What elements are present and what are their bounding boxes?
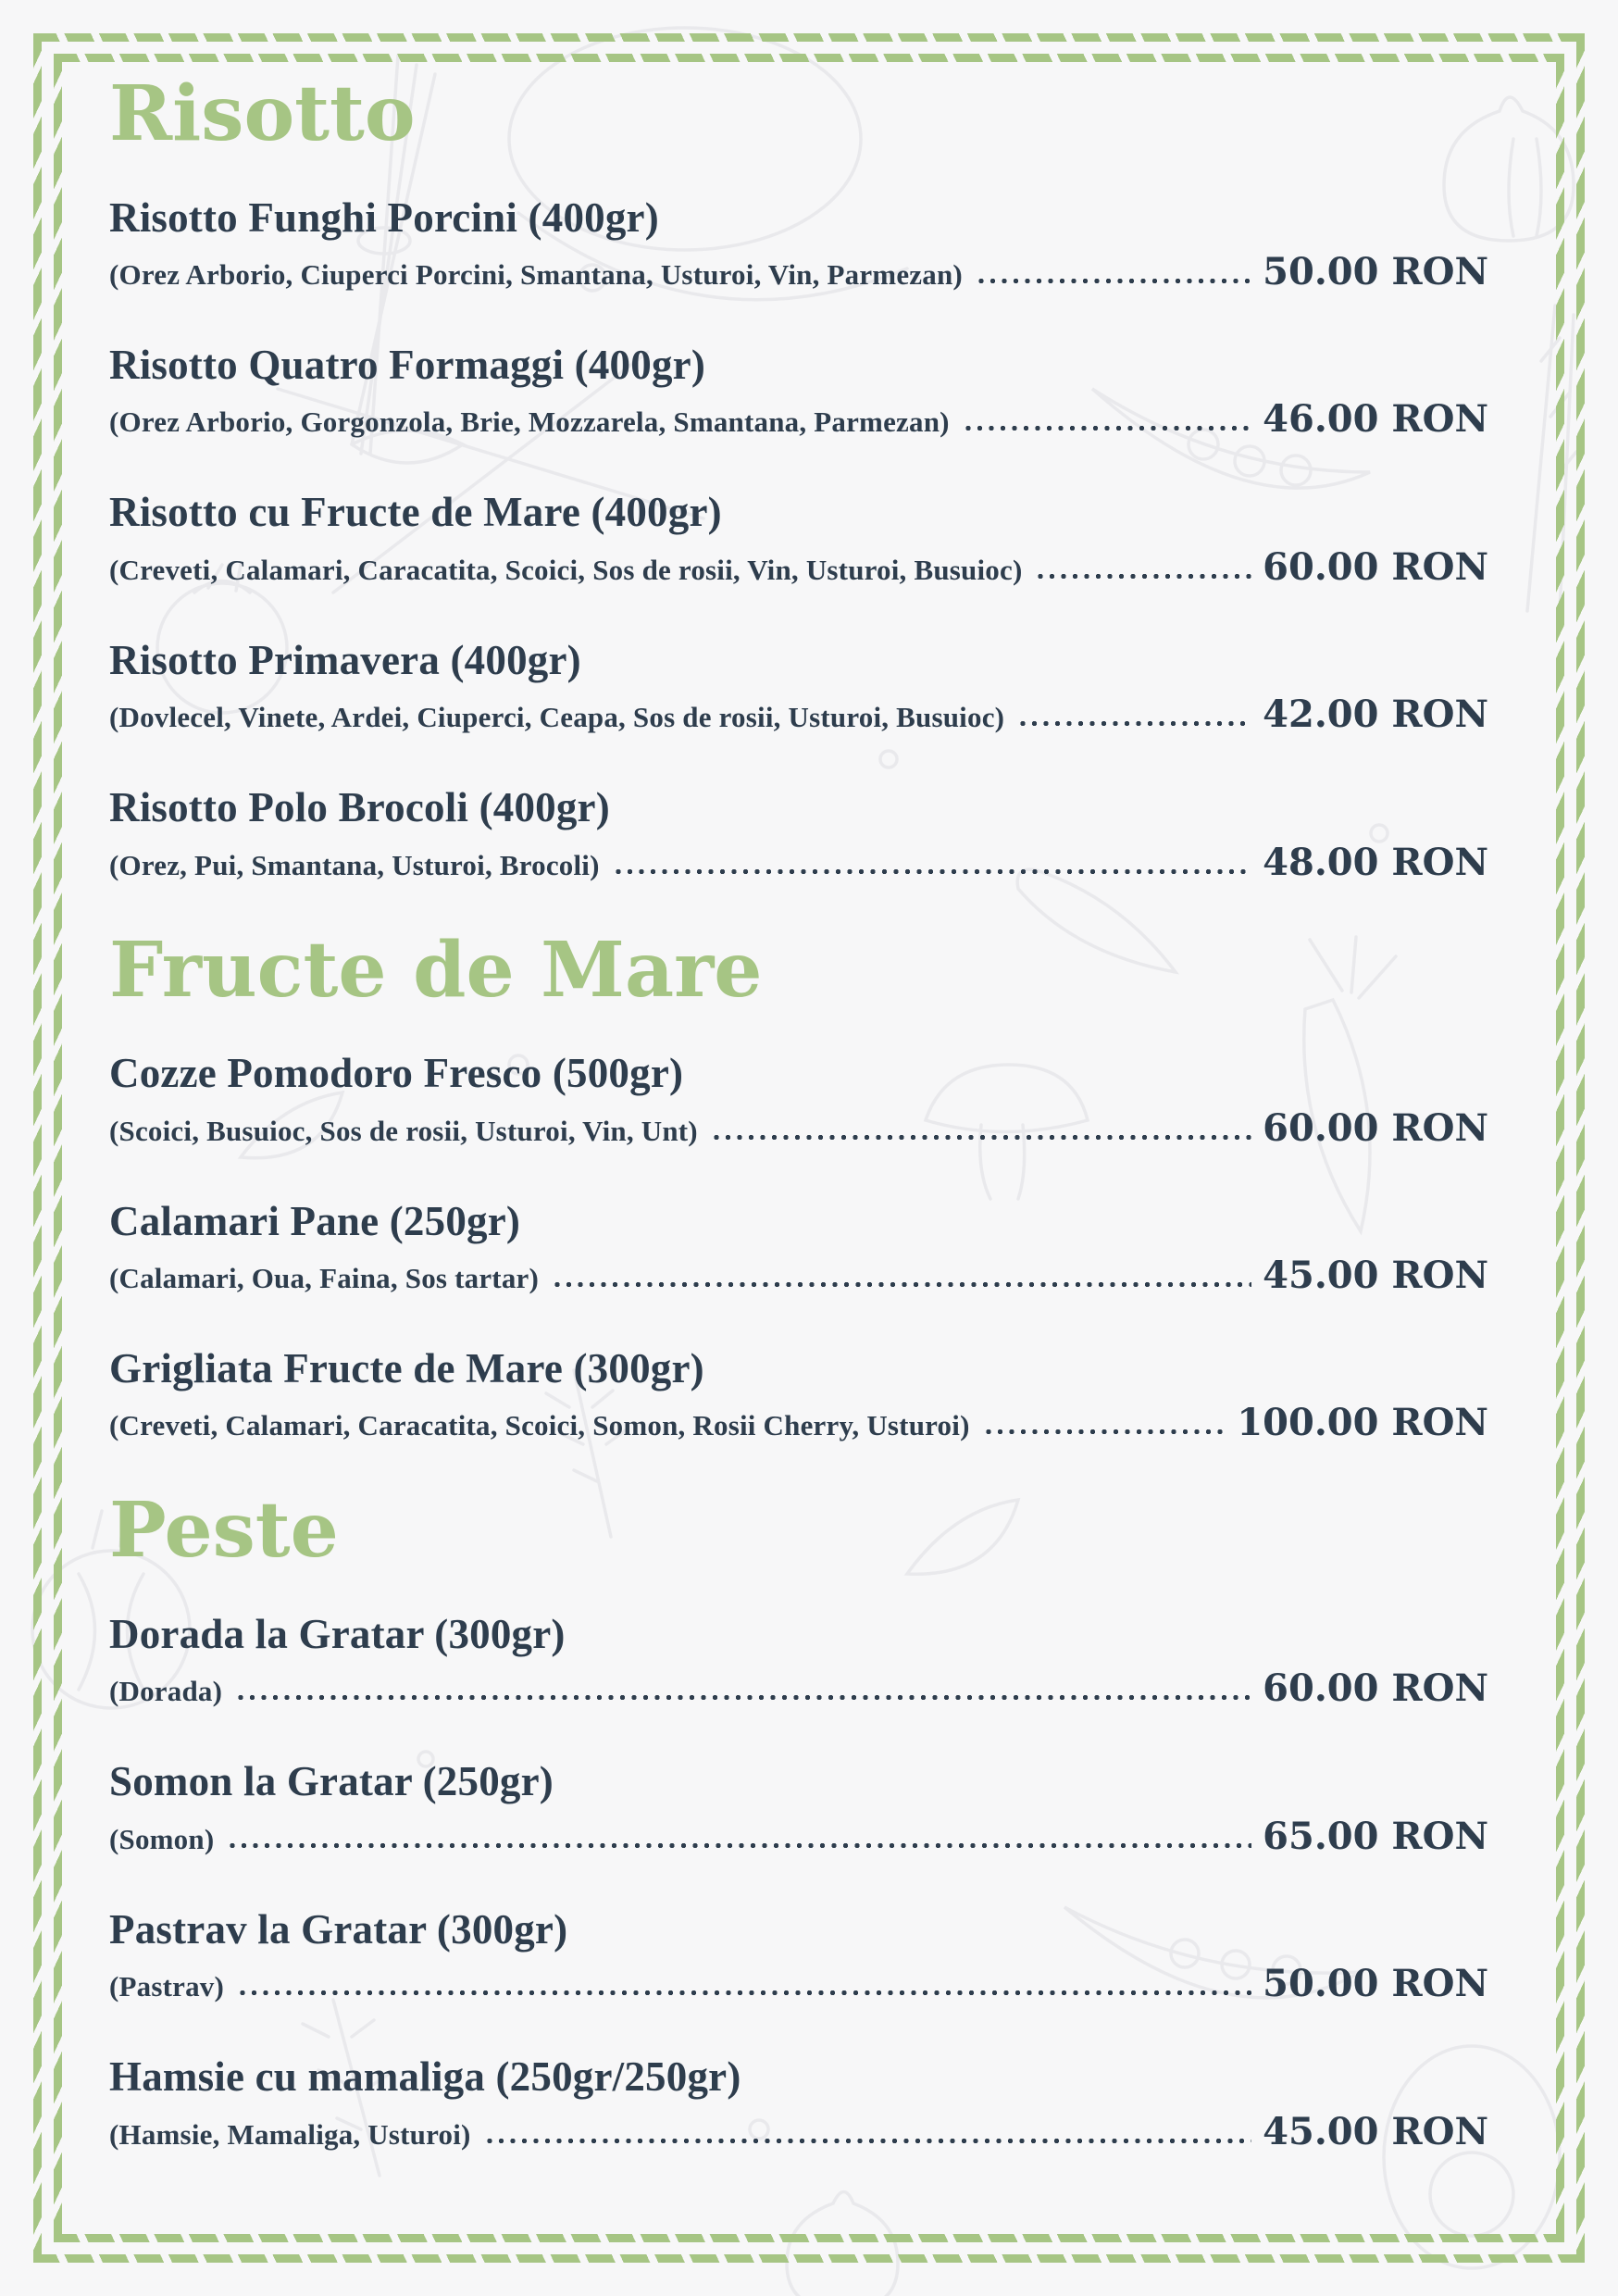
item-name: Hamsie cu mamaliga (250gr/250gr) [109, 2053, 741, 2101]
menu-item [109, 637, 1488, 736]
dotted-leader [1035, 573, 1251, 580]
item-name: Risotto Primavera (400gr) [109, 636, 581, 683]
item-price: 45.00 RON [1263, 2109, 1488, 2153]
section-title: Peste [109, 1486, 339, 1576]
item-price-line [109, 545, 1488, 589]
item-price: 60.00 RON [1263, 544, 1488, 589]
item-price: 65.00 RON [1263, 1814, 1488, 1858]
item-price-line [109, 1962, 1488, 2005]
section-risotto [109, 69, 1488, 884]
section-title: Risotto [109, 69, 416, 158]
menu-content [109, 69, 1488, 2202]
dotted-leader [963, 425, 1252, 431]
dotted-leader [227, 1842, 1251, 1849]
item-price: 42.00 RON [1263, 693, 1488, 737]
item-ingredients: (Dorada) [109, 1675, 223, 1708]
item-price-line [109, 1106, 1488, 1150]
dotted-leader [711, 1134, 1251, 1141]
dotted-leader [613, 868, 1252, 875]
item-ingredients: (Calamari, Oua, Faina, Sos tartar) [109, 1261, 540, 1294]
item-name: Risotto Quatro Formaggi (400gr) [109, 342, 706, 389]
item-price-line [109, 1666, 1488, 1710]
item-name: Risotto Polo Brocoli (400gr) [109, 784, 610, 831]
item-ingredients: (Creveti, Calamari, Caracatita, Scoici, Sos de rosii, Vin, Usturoi, Busuioc) [109, 553, 1023, 586]
item-ingredients: (Orez, Pui, Smantana, Usturoi, Brocoli) [109, 848, 600, 881]
menu-item [109, 194, 1488, 293]
menu-item [109, 1758, 1488, 1857]
item-ingredients: (Orez Arborio, Ciuperci Porcini, Smantana, Usturoi, Vin, Parmezan) [109, 258, 963, 292]
item-ingredients: (Pastrav) [109, 1970, 225, 2003]
item-name: Somon la Gratar (250gr) [109, 1758, 554, 1805]
menu-item [109, 1198, 1488, 1297]
item-name: Risotto Funghi Porcini (400gr) [109, 193, 659, 241]
menu-item [109, 784, 1488, 883]
menu-item [109, 2053, 1488, 2152]
section-title: Fructe de Mare [109, 925, 763, 1015]
item-price: 50.00 RON [1263, 250, 1488, 294]
item-price-line [109, 1401, 1488, 1444]
menu-item [109, 489, 1488, 588]
menu-item [109, 1345, 1488, 1444]
item-price: 50.00 RON [1263, 1962, 1488, 2006]
menu-item [109, 1050, 1488, 1149]
item-price-line [109, 2110, 1488, 2153]
section-peste [109, 1486, 1488, 2153]
item-name: Cozze Pomodoro Fresco (500gr) [109, 1050, 684, 1097]
item-price-line [109, 1254, 1488, 1297]
dotted-leader [552, 1281, 1251, 1288]
dotted-leader [484, 2138, 1252, 2144]
item-name: Grigliata Fructe de Mare (300gr) [109, 1344, 704, 1391]
item-price: 60.00 RON [1263, 1666, 1488, 1711]
menu-item [109, 1611, 1488, 1710]
item-ingredients: (Creveti, Calamari, Caracatita, Scoici, Somon, Rosii Cherry, Usturoi) [109, 1409, 970, 1442]
section-fructe-de-mare [109, 925, 1488, 1445]
item-price: 60.00 RON [1263, 1105, 1488, 1150]
item-price-line [109, 693, 1488, 736]
item-name: Risotto cu Fructe de Mare (400gr) [109, 489, 722, 536]
item-price: 46.00 RON [1263, 397, 1488, 442]
item-price: 100.00 RON [1237, 1401, 1488, 1445]
item-ingredients: (Somon) [109, 1822, 215, 1855]
dotted-leader [235, 1694, 1251, 1701]
dotted-leader [976, 278, 1251, 284]
menu-item [109, 342, 1488, 441]
item-price-line [109, 841, 1488, 884]
dotted-leader [983, 1429, 1226, 1435]
dotted-leader [1017, 720, 1251, 727]
item-name: Dorada la Gratar (300gr) [109, 1611, 566, 1657]
dotted-leader [237, 1990, 1251, 1996]
item-ingredients: (Scoici, Busuioc, Sos de rosii, Usturoi, Vin, Unt) [109, 1114, 698, 1147]
item-price: 45.00 RON [1263, 1253, 1488, 1297]
item-price-line [109, 250, 1488, 293]
menu-item [109, 1906, 1488, 2005]
item-price-line [109, 397, 1488, 441]
item-price-line [109, 1815, 1488, 1858]
item-name: Calamari Pane (250gr) [109, 1197, 521, 1244]
item-ingredients: (Dovlecel, Vinete, Ardei, Ciuperci, Ceapa, Sos de rosii, Usturoi, Busuioc) [109, 701, 1005, 734]
item-price: 48.00 RON [1263, 840, 1488, 884]
item-name: Pastrav la Gratar (300gr) [109, 1905, 568, 1953]
item-ingredients: (Hamsie, Mamaliga, Usturoi) [109, 2117, 471, 2151]
item-ingredients: (Orez Arborio, Gorgonzola, Brie, Mozzarela, Smantana, Parmezan) [109, 406, 950, 439]
